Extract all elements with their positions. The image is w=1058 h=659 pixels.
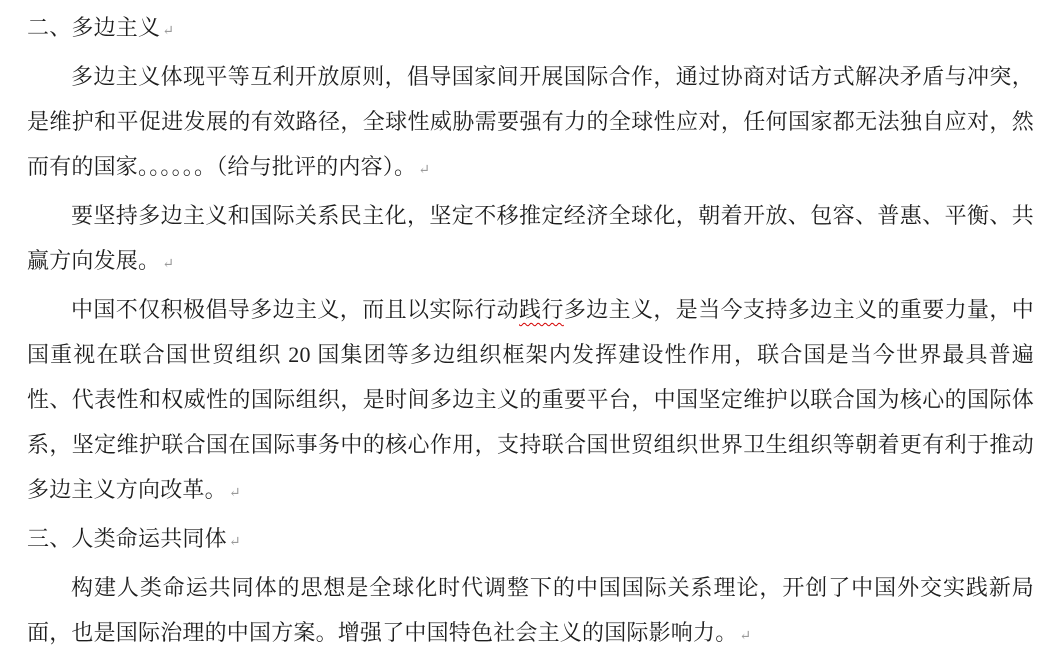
paragraph-mark-icon: ↵ [418,163,430,178]
text-run[interactable]: 多边主义体现平等互利开放原则，倡导国家间开展国际合作，通过协商对话方式解决矛盾与冲突，是维护和平促进发展的有效路径，全球性威胁需要强有力的全球性应对，任何国家都无法独自应对，然而有的国家。。。。。。（给与批评的内容）。 [27,64,1034,179]
paragraph-mark-icon: ↵ [739,629,752,644]
text-run[interactable]: 多边主义，是当今支持多边主义的重要力量，中国重视在联合国世贸组织 20 国集团等多边组织框架内发挥建设性作用，联合国是当今世界最具普遍性、代表性和权威性的国际组织，是时间多边主义的重要平台，中国坚定维护以联合国为核心的国际体系，坚定维护联合国在国际事务中的核心作用，支持联合国世贸组织世界卫生组织等朝着更有利于推动多边主义方向改革。 [27,297,1035,502]
spellcheck-flagged-text[interactable]: 践行 [519,297,564,322]
text-run[interactable]: 二、多边主义 [27,15,161,40]
section-heading[interactable] [27,516,1034,565]
paragraph[interactable] [27,193,1034,287]
paragraph-mark-icon: ↵ [162,24,174,39]
paragraph-mark-icon: ↵ [162,257,174,272]
text-run[interactable]: 三、人类命运共同体 [27,526,227,551]
paragraph[interactable] [27,54,1034,193]
paragraph-mark-icon: ↵ [228,486,241,501]
text-run[interactable]: 要坚持多边主义和国际关系民主化，坚定不移推定经济全球化，朝着开放、包容、普惠、平衡、共赢方向发展。 [27,203,1034,273]
paragraph[interactable] [27,287,1034,516]
paragraph[interactable] [27,565,1034,659]
document-body[interactable] [27,5,1034,659]
text-run[interactable]: 构建人类命运共同体的思想是全球化时代调整下的中国国际关系理论，开创了中国外交实践新局面，也是国际治理的中国方案。增强了中国特色社会主义的国际影响力。 [27,575,1034,645]
section-heading[interactable] [27,5,1034,54]
text-run[interactable]: 中国不仅积极倡导多边主义，而且以实际行动 [71,297,519,322]
paragraph-mark-icon: ↵ [228,535,241,550]
